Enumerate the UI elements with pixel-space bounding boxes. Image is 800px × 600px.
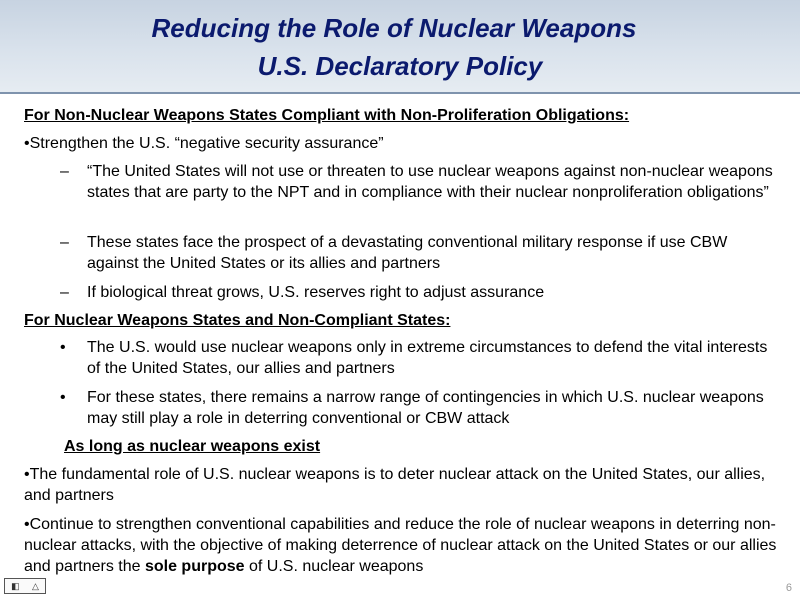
nav-left-glyph: ◧ xyxy=(11,580,20,591)
heading-non-nuclear-states: For Non-Nuclear Weapons States Compliant with Non-Proliferation Obligations: xyxy=(24,107,630,124)
page-number: 6 xyxy=(785,582,792,594)
header-divider xyxy=(0,92,800,94)
sub-bullet-text: The U.S. would use nuclear weapons only in extreme circumstances to defend the vital interests of the United States, our allies and partners xyxy=(87,339,768,377)
sub-bullet-conventional-response xyxy=(60,232,775,274)
dash-marker: – xyxy=(60,234,69,251)
sub-bullet-narrow-contingencies xyxy=(60,387,775,429)
sole-purpose-emphasis: sole purpose xyxy=(144,558,245,575)
nav-right-glyph: △ xyxy=(31,580,39,591)
bullet-fundamental-role: •The fundamental role of U.S. nuclear weapons is to deter nuclear attack on the United States, our allies, and partners xyxy=(24,466,766,504)
heading-as-long-as: As long as nuclear weapons exist xyxy=(64,438,321,455)
slide-navigation-icon[interactable] xyxy=(4,578,46,594)
dash-marker: – xyxy=(60,163,69,180)
slide-body xyxy=(0,100,800,580)
slide-title-line1: Reducing the Role of Nuclear Weapons xyxy=(151,13,637,43)
bullet-text-start: •Continue to strengthen conventional capabilities and reduce the role of nuclear weapons in deterring non-nuclear attacks, with the objective of making deterrence of nuclear attack on the United States or our allies and partners the xyxy=(24,516,777,575)
sub-bullet-extreme-circumstances xyxy=(60,337,775,379)
slide-title-line2: U.S. Declaratory Policy xyxy=(257,51,543,81)
sub-bullet-biological-threat xyxy=(60,282,775,303)
bullet-sole-purpose xyxy=(24,514,784,577)
dash-marker: – xyxy=(60,284,69,301)
bullet-negative-security-assurance: •Strengthen the U.S. “negative security assurance” xyxy=(24,135,384,152)
sub-bullet-npt-quote xyxy=(60,161,775,203)
heading-nuclear-states: For Nuclear Weapons States and Non-Compliant States: xyxy=(24,312,451,329)
sub-bullet-text: “The United States will not use or threaten to use nuclear weapons against non-nuclear weapons states that are party to the NPT and in compliance with their nuclear nonproliferation obligations” xyxy=(87,163,773,201)
sub-bullet-text: These states face the prospect of a devastating conventional military response if use CBW against the United States or its allies and partners xyxy=(87,234,728,272)
slide-header xyxy=(0,0,800,92)
bullet-text-end: of U.S. nuclear weapons xyxy=(244,558,424,575)
dot-marker: • xyxy=(60,339,66,356)
dot-marker: • xyxy=(60,389,66,406)
sub-bullet-text: For these states, there remains a narrow range of contingencies in which U.S. nuclear weapons may still play a role in deterring conventional or CBW attack xyxy=(87,389,764,427)
sub-bullet-text: If biological threat grows, U.S. reserves right to adjust assurance xyxy=(87,284,545,301)
